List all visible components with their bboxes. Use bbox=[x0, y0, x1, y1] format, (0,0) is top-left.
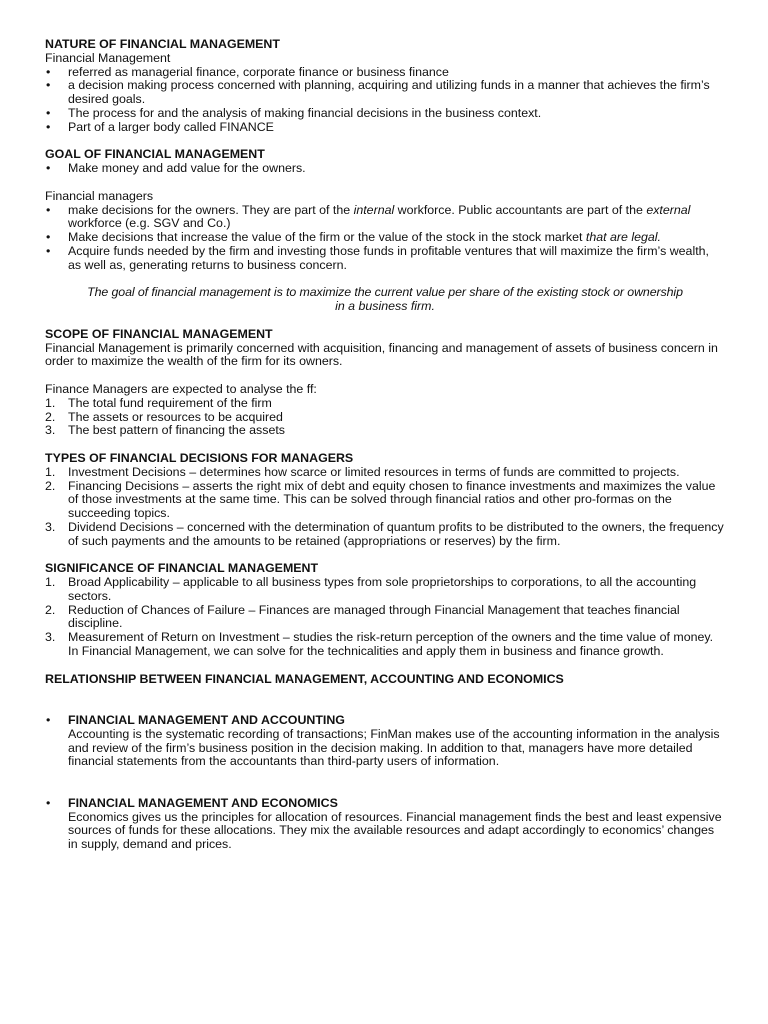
heading-significance: SIGNIFICANCE OF FINANCIAL MANAGEMENT bbox=[45, 561, 319, 576]
bullet-icon: • bbox=[46, 78, 51, 93]
bullet-icon: • bbox=[46, 161, 51, 176]
bullet-icon: • bbox=[46, 230, 51, 245]
subtitle-financial-management: Financial Management bbox=[45, 50, 171, 65]
list-item: • a decision making process concerned with planning, acquiring and utilizing funds in a manner that achieves the firm’s desired goals. bbox=[46, 78, 710, 107]
list-item: 1. Investment Decisions – determines how scarce or limited resources in terms of funds are committed to projects. bbox=[45, 464, 680, 479]
list-item: • make decisions for the owners. They are part of the internal workforce. Public accountants are part of the external workforce (e.g. SGV and Co.) bbox=[46, 202, 691, 231]
heading-scope: SCOPE OF FINANCIAL MANAGEMENT bbox=[45, 326, 273, 341]
heading-types: TYPES OF FINANCIAL DECISIONS FOR MANAGERS bbox=[45, 450, 354, 465]
list-item: 3. Dividend Decisions – concerned with the determination of quantum profits to be distributed to the owners, the frequency of such payments and the amounts to be retained (appropriations or reserves) by the firm. bbox=[45, 519, 724, 548]
heading-goal: GOAL OF FINANCIAL MANAGEMENT bbox=[45, 147, 265, 162]
list-item: 2. Financing Decisions – asserts the right mix of debt and equity chosen to finance investments and maximizes the value of those investments at the same time. This can be solved through financial ratios and other pro-formas on the succeeding topics. bbox=[45, 478, 716, 521]
scope-paragraph: Financial Management is primarily concerned with acquisition, financing and management of assets of business concern in order to maximize the wealth of the firm for its owners. bbox=[45, 340, 718, 369]
list-item: 2. The assets or resources to be acquired bbox=[45, 409, 283, 424]
list-item: • Make money and add value for the owners. bbox=[46, 161, 306, 176]
accounting-paragraph: Accounting is the systematic recording of transactions; FinMan makes use of the accounting information in the analysis and review of the firm’s business position in the decision making. In addition to that, managers have more detailed financial statements from the accountants than third-party users of information. bbox=[68, 726, 720, 769]
list-item: • The process for and the analysis of making financial decisions in the business context. bbox=[46, 105, 542, 120]
list-item: • Part of a larger body called FINANCE bbox=[46, 119, 274, 134]
bullet-icon: • bbox=[46, 119, 51, 134]
bullet-icon: • bbox=[46, 105, 51, 120]
list-item: 1. The total fund requirement of the firm bbox=[45, 395, 272, 410]
list-item: • Acquire funds needed by the firm and investing those funds in profitable ventures that will maximize the firm’s wealth, as well as, generating returns to business concern. bbox=[46, 243, 709, 272]
subheading-accounting: FINANCIAL MANAGEMENT AND ACCOUNTING bbox=[68, 713, 345, 728]
list-item: • referred as managerial finance, corporate finance or business finance bbox=[46, 64, 449, 79]
bullet-icon: • bbox=[46, 64, 51, 79]
financial-managers-title: Financial managers bbox=[45, 188, 154, 203]
scope-intro: Finance Managers are expected to analyse the ff: bbox=[45, 381, 317, 396]
bullet-icon: • bbox=[46, 202, 51, 217]
heading-nature: NATURE OF FINANCIAL MANAGEMENT bbox=[45, 37, 280, 51]
heading-relationship: RELATIONSHIP BETWEEN FINANCIAL MANAGEMENT, ACCOUNTING AND ECONOMICS bbox=[45, 671, 564, 686]
economics-paragraph: Economics gives us the principles for allocation of resources. Financial management finds the best and least expensive sources of funds for these allocations. They mix the available resources and adapt accordingly to economics’ changes in supply, demand and prices. bbox=[68, 809, 722, 852]
bullet-icon: • bbox=[46, 795, 51, 810]
list-item: • Make decisions that increase the value of the firm or the value of the stock in the stock market that are legal. bbox=[46, 230, 662, 245]
list-item: 3. The best pattern of financing the assets bbox=[45, 423, 285, 438]
list-item: 3. Measurement of Return on Investment – studies the risk-return perception of the owners and the time value of money. In Financial Management, we can solve for the technicalities and apply them in business and finance growth. bbox=[45, 630, 714, 659]
list-item bbox=[45, 714, 725, 728]
bullet-icon: • bbox=[46, 713, 51, 728]
subheading-economics: FINANCIAL MANAGEMENT AND ECONOMICS bbox=[68, 795, 338, 810]
goal-quote-line-1: The goal of financial management is to maximize the current value per share of the existing stock or ownership bbox=[87, 285, 683, 300]
document-page bbox=[45, 38, 725, 852]
list-item bbox=[45, 797, 725, 811]
goal-quote-line-2: in a business firm. bbox=[335, 299, 435, 314]
bullet-icon: • bbox=[46, 243, 51, 258]
list-item: 2. Reduction of Chances of Failure – Finances are managed through Financial Management that teaches financial discipline. bbox=[45, 602, 680, 631]
list-item: 1. Broad Applicability – applicable to all business types from sole proprietorships to corporations, to all the accounting sectors. bbox=[45, 575, 697, 603]
